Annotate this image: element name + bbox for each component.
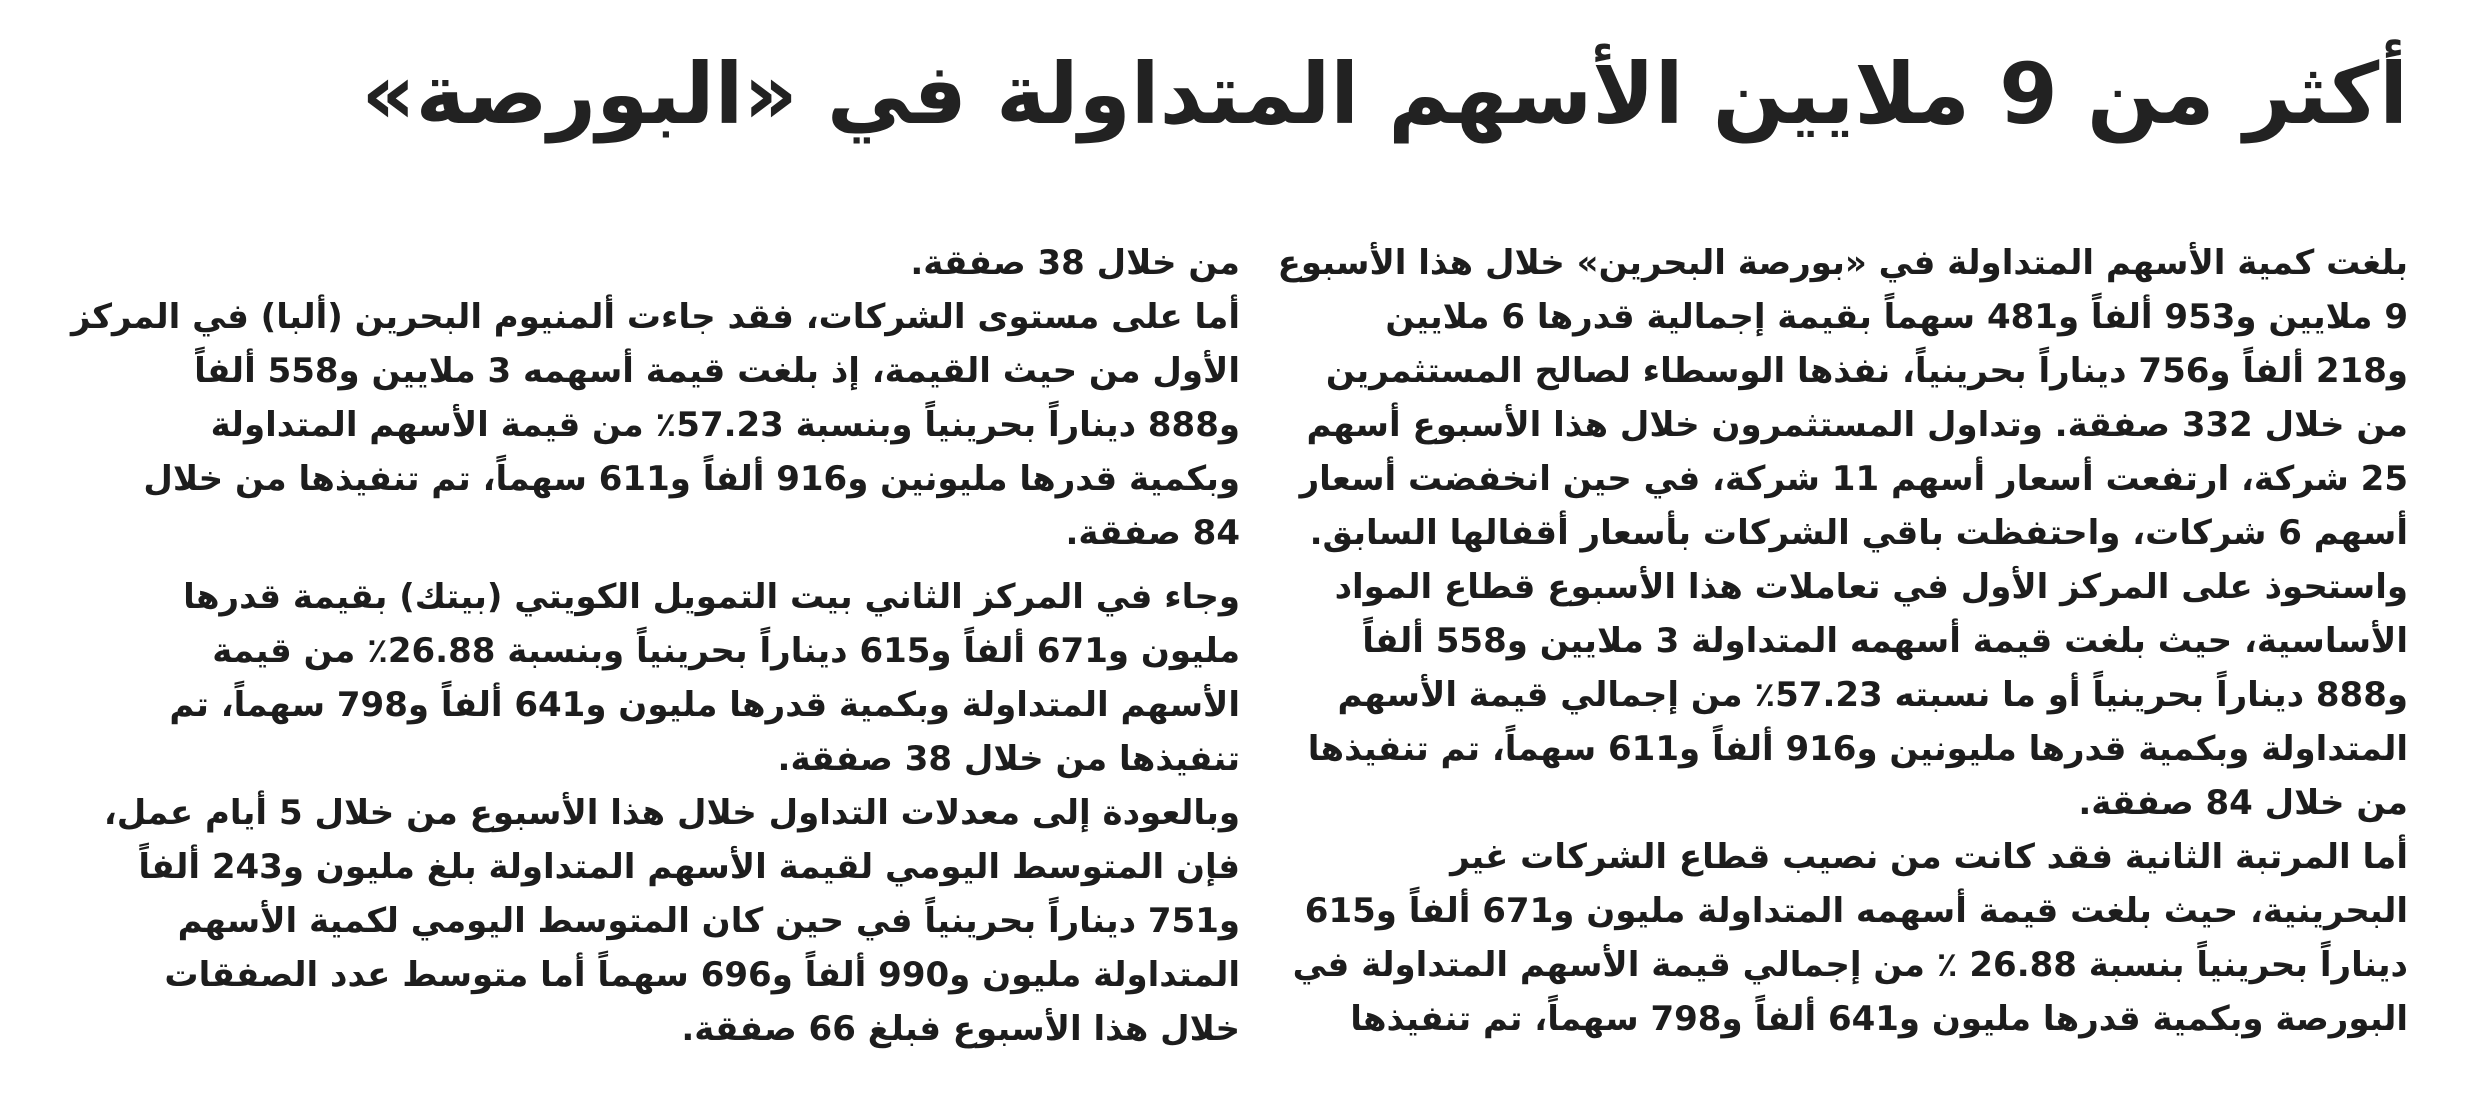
paragraph-line: وجاء في المركز الثاني بيت التمويل الكويتي (بيتك) بقيمة قدرها <box>183 577 1240 617</box>
paragraph-line: وبكمية قدرها مليونين و916 ألفاً و611 سهماً، تم تنفيذها من خلال <box>143 459 1240 499</box>
paragraph-line: ديناراً بحرينياً بنسبة 26.88 ٪ من إجمالي قيمة الأسهم المتداولة في <box>1292 945 2408 985</box>
paragraph-line: وبالعودة إلى معدلات التداول خلال هذا الأسبوع من خلال 5 أيام عمل، <box>103 793 1240 833</box>
paragraph-line: 84 صفقة. <box>1065 513 1240 553</box>
paragraph-line: مليون و671 ألفاً و615 ديناراً بحرينياً وبنسبة 26.88٪ من قيمة <box>212 631 1240 671</box>
paragraph-line: أسهم 6 شركات، واحتفظت باقي الشركات بأسعار أقفالها السابق. <box>1309 513 2408 553</box>
paragraph-line: بلغت كمية الأسهم المتداولة في «بورصة البحرين» خلال هذا الأسبوع <box>1277 243 2408 283</box>
paragraph-line: و218 ألفاً و756 ديناراً بحرينياً، نفذها الوسطاء لصالح المستثمرين <box>1325 351 2408 391</box>
paragraph-line: و888 ديناراً بحرينياً وبنسبة 57.23٪ من قيمة الأسهم المتداولة <box>210 405 1240 445</box>
paragraph-line: من خلال 84 صفقة. <box>2078 783 2408 823</box>
article-column-left <box>71 236 1240 1056</box>
paragraph-line: أما على مستوى الشركات، فقد جاءت ألمنيوم البحرين (ألبا) في المركز <box>71 297 1240 337</box>
paragraph-gap <box>140 560 1240 570</box>
paragraph-line: 9 ملايين و953 ألفاً و481 سهماً بقيمة إجمالية قدرها 6 ملايين <box>1385 297 2408 337</box>
article-column-right <box>1277 236 2408 1046</box>
paragraph-line: أما المرتبة الثانية فقد كانت من نصيب قطاع الشركات غير <box>1450 837 2408 877</box>
paragraph-line: و888 ديناراً بحرينياً أو ما نسبته 57.23٪ من إجمالي قيمة الأسهم <box>1337 675 2408 715</box>
article-headline: أكثر من 9 ملايين الأسهم المتداولة في «البورصة» <box>361 45 2408 143</box>
paragraph-line: المتداولة وبكمية قدرها مليونين و916 ألفاً و611 سهماً، تم تنفيذها <box>1307 729 2408 769</box>
paragraph-line: الأسهم المتداولة وبكمية قدرها مليون و641 ألفاً و798 سهماً، تم <box>169 685 1240 725</box>
paragraph-line: واستحوذ على المركز الأول في تعاملات هذا الأسبوع قطاع المواد <box>1334 567 2408 607</box>
paragraph-line: من خلال 38 صفقة. <box>910 243 1240 283</box>
paragraph-line: 25 شركة، ارتفعت أسعار أسهم 11 شركة، في حين انخفضت أسعار <box>1299 459 2408 499</box>
paragraph-line: و751 ديناراً بحرينياً في حين كان المتوسط اليومي لكمية الأسهم <box>177 901 1240 941</box>
paragraph-line: المتداولة مليون و990 ألفاً و696 سهماً أما متوسط عدد الصفقات <box>164 955 1240 995</box>
paragraph-line: خلال هذا الأسبوع فبلغ 66 صفقة. <box>681 1009 1240 1049</box>
paragraph-line: فإن المتوسط اليومي لقيمة الأسهم المتداولة بلغ مليون و243 ألفاً <box>138 847 1240 887</box>
paragraph-line: من خلال 332 صفقة. وتداول المستثمرون خلال هذا الأسبوع أسهم <box>1306 405 2408 445</box>
paragraph-line: تنفيذها من خلال 38 صفقة. <box>777 739 1240 779</box>
paragraph-line: البورصة وبكمية قدرها مليون و641 ألفاً و798 سهماً، تم تنفيذها <box>1350 999 2408 1039</box>
paragraph-line: البحرينية، حيث بلغت قيمة أسهمه المتداولة مليون و671 ألفاً و615 <box>1304 891 2408 931</box>
paragraph-line: الأول من حيث القيمة، إذ بلغت قيمة أسهمه 3 ملايين و558 ألفاً <box>194 351 1240 391</box>
paragraph-line: الأساسية، حيث بلغت قيمة أسهمه المتداولة 3 ملايين و558 ألفاً <box>1362 621 2408 661</box>
